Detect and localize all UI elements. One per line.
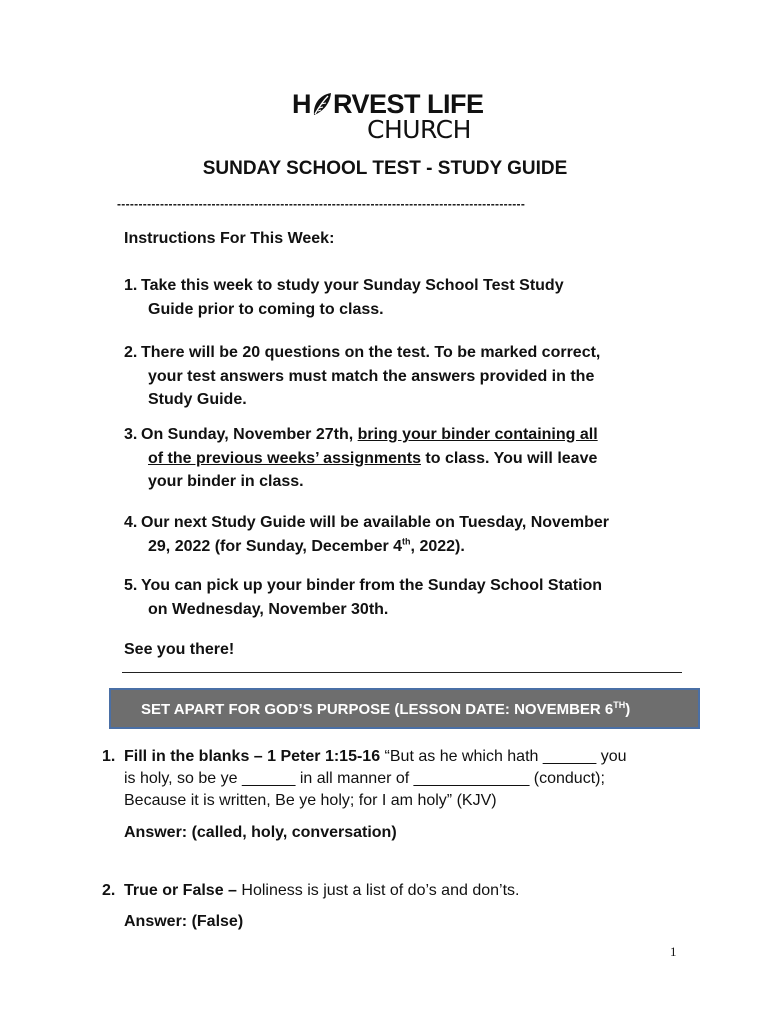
item-line: your binder in class. [148, 473, 304, 490]
church-logo [292, 90, 492, 144]
question-number: 1. [102, 748, 116, 765]
item-line: your test answers must match the answers provided in the [148, 367, 595, 385]
answer-2: Answer: (False) [124, 913, 244, 930]
item-line: You can pick up your binder from the Sunday School Station [141, 577, 603, 594]
item-line: Take this week to study your Sunday School Test Study [141, 277, 564, 294]
answer-1: Answer: (called, holy, conversation) [124, 824, 397, 841]
page-title: SUNDAY SCHOOL TEST - STUDY GUIDE [202, 158, 568, 179]
underlined-text: of the previous weeks’ assignments [148, 449, 421, 467]
logo-line-1: H RVEST LIFE [292, 89, 484, 119]
item-number: 4. [124, 514, 138, 531]
question-text: Because it is written, Be ye holy; for I am holy” (KJV) [124, 792, 497, 809]
question-text: Holiness is just a list of do’s and don’ts. [236, 882, 520, 899]
item-line: Guide prior to coming to class. [148, 300, 384, 318]
item-line: Our next Study Guide will be available on Tuesday, November [141, 514, 609, 531]
dashed-divider: ----------------------------------------------------------------------------------------------- [117, 197, 526, 211]
instructions-heading: Instructions For This Week: [124, 230, 335, 247]
item-line: There will be 20 questions on the test. To be marked correct, [141, 344, 601, 361]
page-number: 1 [670, 944, 677, 959]
banner-text: SET APART FOR GOD’S PURPOSE (LESSON DATE: NOVEMBER 6 [141, 701, 614, 718]
question-text: is holy, so be ye ______ in all manner of _____________ (conduct); [124, 770, 605, 787]
item-number: 3. [124, 426, 138, 443]
item-text: to class. You will leave [420, 449, 598, 467]
question-number: 2. [102, 882, 116, 899]
question-label: Fill in the blanks – 1 Peter 1:15-16 [124, 748, 381, 765]
leaf-icon [311, 91, 333, 117]
item-number: 5. [124, 577, 138, 594]
question-text: “But as he which hath ______ you [380, 748, 627, 765]
item-text: On Sunday, November 27th, [141, 426, 358, 443]
item-number: 2. [124, 344, 138, 361]
item-line: Study Guide. [148, 391, 247, 408]
banner-text: ) [625, 701, 631, 718]
lesson-banner [109, 688, 700, 729]
item-line: on Wednesday, November 30th. [148, 600, 389, 618]
item-text: , 2022). [410, 537, 465, 555]
item-text: 29, 2022 (for Sunday, December 4 [148, 537, 403, 555]
horizontal-rule [122, 672, 682, 673]
superscript: th [402, 536, 411, 547]
item-number: 1. [124, 277, 138, 294]
superscript: TH [613, 700, 626, 710]
question-label: True or False – [124, 882, 237, 899]
underlined-text: bring your binder containing all [357, 426, 598, 443]
logo-line-2: CHURCH [367, 115, 471, 144]
closing-text: See you there! [124, 641, 235, 658]
